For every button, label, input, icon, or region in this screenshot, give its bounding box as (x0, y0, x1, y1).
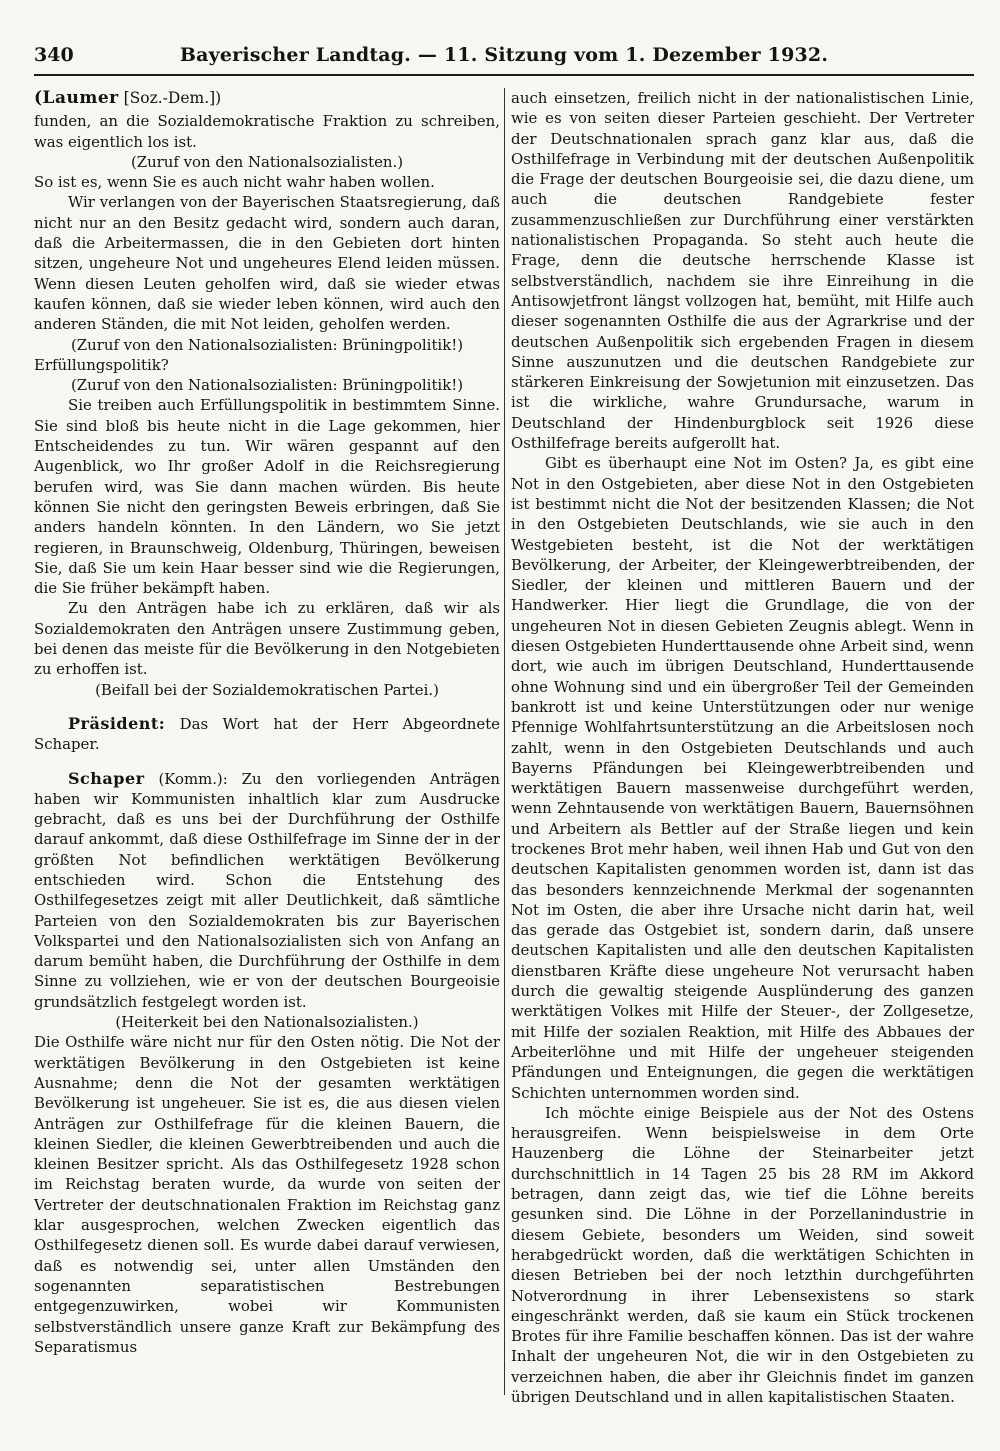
president-text: Das Wort hat der Herr Abgeordnete Schaper. (34, 714, 500, 754)
schaper-speaker: Schaper (68, 768, 145, 788)
schaper-speech-start (34, 769, 500, 1013)
right-column (511, 88, 974, 1411)
continuation-party: [Soz.-Dem.]) (123, 89, 222, 107)
president-speaker: Präsident: (68, 713, 166, 733)
page-header (34, 44, 974, 76)
paragraph: funden, an die Sozialdemokratische Fraktion zu schreiben, was eigentlich los ist. (34, 112, 500, 151)
interjection: (Zuruf von den Nationalsozialisten.) (130, 152, 404, 171)
paragraph: Gibt es überhaupt eine Not im Osten? Ja, es gibt eine Not in den Ostgebieten, aber diese Not in den Ostgebieten ist bestimmt nicht die Not der besitzenden Klassen; die Not in den Ostgebieten Deutschlands, wie sie auch in den Westgebieten besteht, ist die Not der werktätigen Bevölkerung, der Arbeiter, der Kleingewerbtreibenden, der Siedler, der kleinen und mittleren Bauern und der Handwerker. Hier liegt die Grundlage, die von der ungeheuren Not in diesen Gebieten Zeugnis ablegt. Wenn in diesen Ostgebieten Hunderttausende ohne Arbeit sind, wenn dort, wie auch im übrigen Deutschland, Hunderttausende ohne Wohnung sind und ein übergroßer Teil der Gemeinden bankrott ist und keine Unterstützungen oder nur wenige Pfennige Wohlfahrtsunterstützung an die Arbeitslosen noch zahlt, wenn in den Ostgebieten Deutschlands und auch Bayerns Pfändungen bei Kleingewerbtreibenden und werktätigen Bauern massenweise durchgeführt werden, wenn Zehntausende von werktätigen Bauern, Bauernsöhnen und Arbeitern als Bettler auf der Straße liegen und kein trockenes Brot mehr haben, weil ihnen Hab und Gut von den deutschen Kapitalisten genommen worden ist, dann ist das das besonders kennzeichnende Merkmal der sogenannten Not im Osten, die aber ihre Ursache nicht darin hat, weil das gerade das Ostgebiet ist, sondern darin, daß unsere deutschen Kapitalisten und alle den deutschen Kapitalisten dienstbaren Kräfte diese ungeheure Not verursacht haben durch die gewaltig steigende Ausplünderung des ganzen werktätigen Volkes mit Hilfe der Steuer-, der Zollgesetze, mit Hilfe der sozialen Reaktion, mit Hilfe des Abbaues der Arbeiterlöhne und mit Hilfe der ungeheuer steigenden Pfändungen und Enteignungen, die gegen die werktätigen Schichten unternommen worden sind. (511, 454, 974, 1102)
paragraph: auch einsetzen, freilich nicht in der nationalistischen Linie, wie es von seiten dieser Parteien geschieht. Der Vertreter der Deutschnationalen sprach ganz klar aus, daß die Osthilfefrage in Verbindung mit der deutschen Außenpolitik die Frage der deutschen Bourgeoisie sei, die dazu diene, um auch die deutschen Randgebiete fester zusammenzuschließen zur Durchführung einer verstärkten nationalistischen Propaganda. So steht auch heute die Frage, denn die deutsche herrschende Klasse ist selbstverständlich, nachdem sie ihre Einreihung in die Antisowjetfront längst vollzogen hat, bemüht, mit Hilfe auch dieser sogenannten Osthilfe die aus der Agrarkrise und der deutschen Außenpolitik sich ergebenden Fragen in diesem Sinne auszunutzen und die deutschen Randgebiete zur stärkeren Einkreisung der Sowjetunion mit einzusetzen. Das ist die wirkliche, wahre Grundursache, warum in Deutschland der Hindenburgblock seit 1926 diese Osthilfefrage bereits aufgerollt hat. (511, 89, 974, 453)
schaper-party: (Komm.): (158, 769, 228, 788)
interjection: (Zuruf von den Nationalsozialisten: Brüningpolitik!) (70, 376, 464, 395)
paragraph: Ich möchte einige Beispiele aus der Not des Ostens herausgreifen. Wenn beispielsweise in dem Orte Hauzenberg die Löhne der Steinarbeiter jetzt durchschnittlich in 14 Tagen 25 bis 28 RM im Akkord betragen, dann zeigt das, wie tief die Löhne bereits gesunken sind. Die Löhne in der Porzellanindustrie in diesem Gebiete, besonders um Weiden, sind soweit herabgedrückt worden, daß die werktätigen Schichten in diesen Betrieben bei der noch letzthin durchgeführten Notverordnung in ihrer Lebensexistens so stark eingeschränkt werden, daß sie kaum ein Stück trockenen Brotes für ihre Familie beschaffen können. Das ist der wahre Inhalt der ungeheuren Not, die wir in den Ostgebieten zu verzeichnen haben, die aber ihr Gleichnis findet im ganzen übrigen Deutschland und in allen kapitalistischen Staaten. (511, 1103, 974, 1406)
text-columns (34, 88, 974, 1411)
paragraph: Erfüllungspolitik? (34, 355, 169, 374)
paragraph: Sie treiben auch Erfüllungspolitik in bestimmtem Sinne. Sie sind bloß bis heute nicht in die Lage gekommen, hier Entscheidendes zu tun. Wir wären gespannt auf den Augenblick, wo Ihr großer Adolf in die Reichsregierung berufen wird, was Sie dann machen würden. Bis heute können Sie nicht den geringsten Beweis erbringen, daß Sie anders handeln könnten. In den Ländern, wo Sie jetzt regieren, in Braunschweig, Oldenburg, Thüringen, beweisen Sie, daß Sie um kein Haar besser sind wie die Regierungen, die Sie früher bekämpft haben. (34, 396, 500, 598)
continuation-speaker: (Laumer (34, 88, 119, 108)
interjection: (Beifall bei der Sozialdemokratischen Partei.) (95, 680, 439, 699)
paragraph: Zu den Anträgen habe ich zu erklären, daß wir als Sozialdemokraten den Anträgen unsere Zustimmung geben, bei denen das meiste für die Bevölkerung in den Notgebieten zu erhoffen ist. (34, 599, 500, 679)
page-number: 340 (34, 44, 74, 66)
president-statement (34, 714, 500, 755)
continuation-speaker-line (34, 88, 500, 108)
column-divider (504, 88, 505, 1395)
interjection: (Zuruf von den Nationalsozialisten: Brüningpolitik!) (70, 335, 464, 354)
paragraph: Die Osthilfe wäre nicht nur für den Osten nötig. Die Not der werktätigen Bevölkerung in den Ostgebieten ist keine Ausnahme; denn die Not der gesamten werktätigen Bevölkerung ist ungeheuer. Sie ist es, die aus diesen vielen Anträgen zur Osthilfefrage für die kleinen Bauern, die kleinen Siedler, die kleinen Gewerbtreibenden und auch die kleinen Besitzer spricht. Als das Osthilfegesetz 1928 schon im Reichstag beraten wurde, da wurde von seiten der Vertreter der deutschnationalen Fraktion im Reichstag ganz klar ausgesprochen, welchen Zwecken eigentlich das Osthilfegesetz dienen soll. Es wurde dabei darauf verwiesen, daß es notwendig sei, unter allen Umständen den sogenannten separatistischen Bestrebungen entgegenzuwirken, wobei wir Kommunisten selbstverständlich unsere ganze Kraft zur Bekämpfung des Separatismus (34, 1033, 500, 1356)
interjection: (Heiterkeit bei den Nationalsozialisten.) (115, 1013, 419, 1032)
paragraph: Wir verlangen von der Bayerischen Staatsregierung, daß nicht nur an den Besitz gedacht wird, sondern auch daran, daß die Arbeitermassen, die in den Gebieten dort hinten sitzen, ungeheure Not und ungeheures Elend leiden müssen. Wenn diesen Leuten geholfen wird, daß sie wieder etwas kaufen können, daß sie wieder leben können, wird auch den anderen Ständen, die mit Not leiden, geholfen werden. (34, 193, 500, 334)
paragraph: So ist es, wenn Sie es auch nicht wahr haben wollen. (34, 173, 435, 192)
running-head: Bayerischer Landtag. — 11. Sitzung vom 1. Dezember 1932. (179, 44, 829, 66)
schaper-text: Zu den vorliegenden Anträgen haben wir Kommunisten inhaltlich klar zum Ausdrucke gebracht, daß es uns bei der Durchführung der Osthilfe darauf ankommt, daß diese Osthilfefrage im Sinne der in der größten Not befindlichen werktätigen Bevölkerung entschieden wird. Schon die Entstehung des Osthilfegesetzes zeigt mit aller Deutlichkeit, daß sämtliche Parteien von den Sozialdemokraten bis zur Bayerischen Volkspartei und den Nationalsozialisten sich von Anfang an darum bemüht haben, die Durchführung der Osthilfe in dem Sinne zu vollziehen, wie er von der deutschen Bourgeoisie grundsätzlich festgelegt worden ist. (34, 769, 500, 1011)
left-column (34, 88, 500, 1411)
